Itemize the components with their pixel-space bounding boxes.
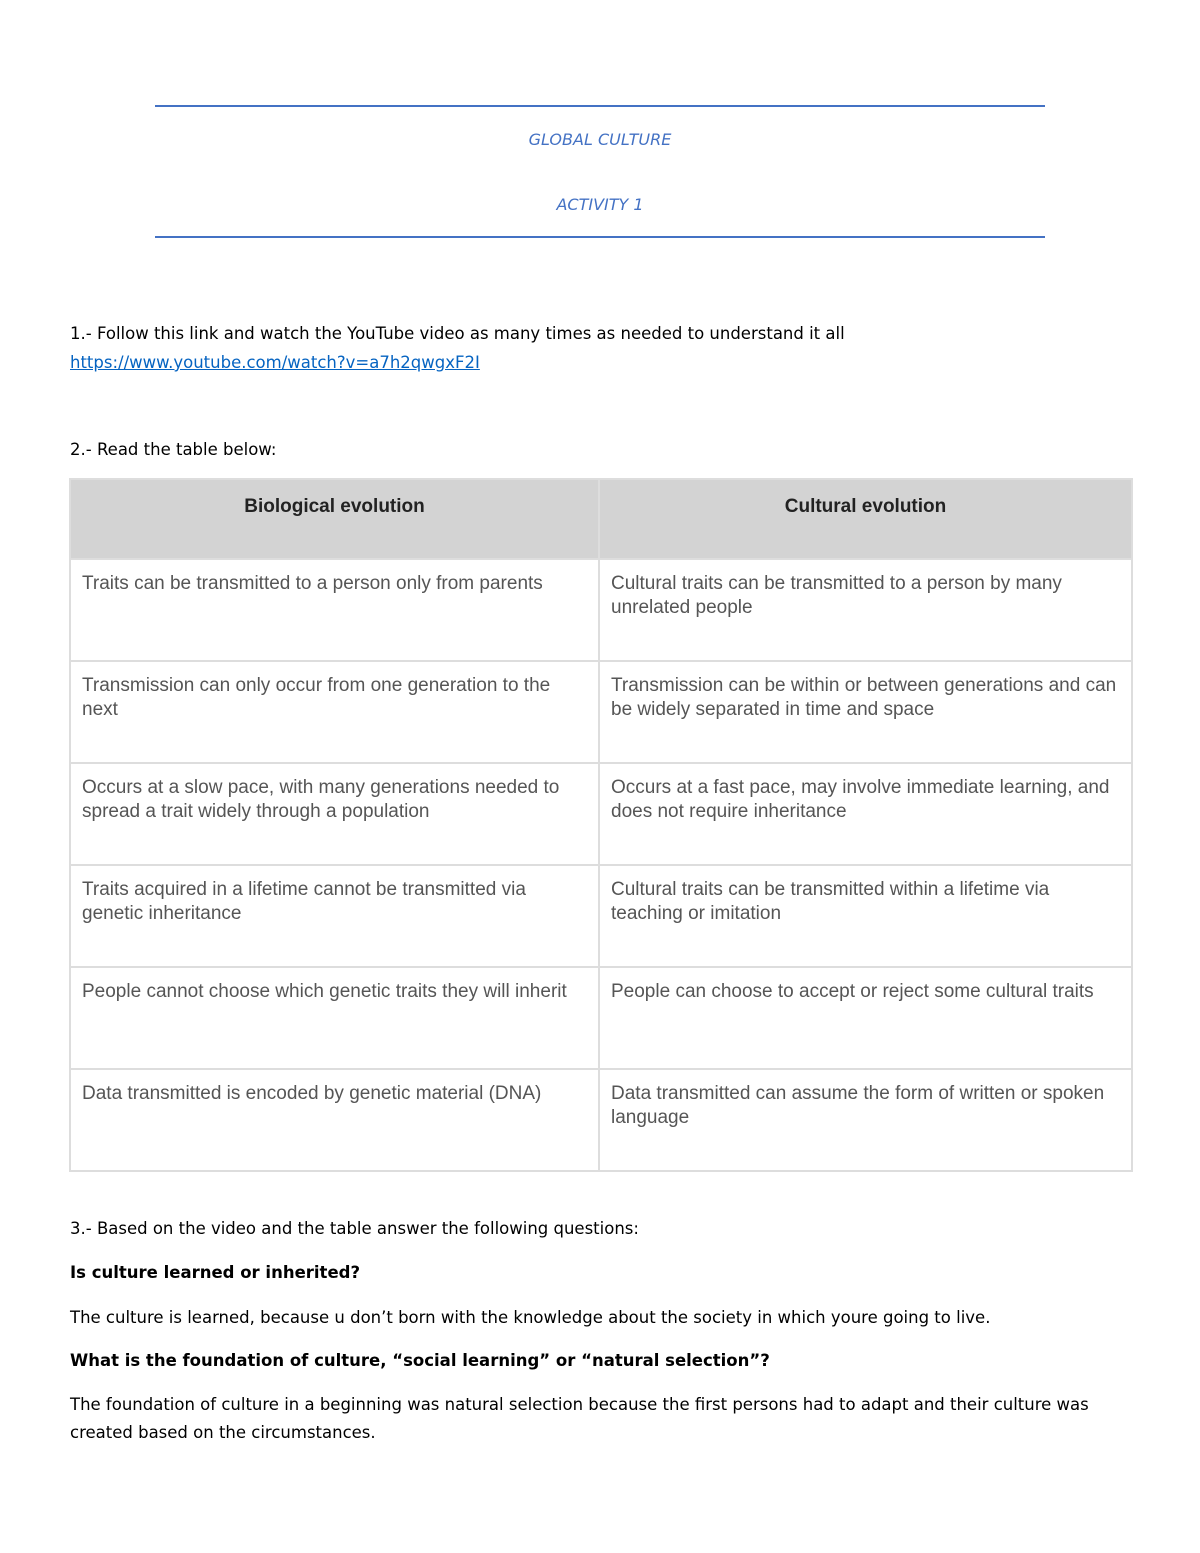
- header-bottom-rule: [155, 236, 1045, 238]
- table-row: [70, 661, 1132, 763]
- table-row: [70, 967, 1132, 1069]
- evolution-table: [69, 478, 1131, 1172]
- table-header-row: [70, 479, 1132, 559]
- activity-title: ACTIVITY 1: [556, 195, 644, 214]
- table-row: [70, 763, 1132, 865]
- biological-cell: People cannot choose which genetic traits they will inherit: [70, 967, 599, 1069]
- cultural-cell: People can choose to accept or reject some cultural traits: [599, 967, 1132, 1069]
- answer-1: The culture is learned, because u don’t born with the knowledge about the society in which youre going to live.: [70, 1308, 991, 1327]
- biological-cell: Transmission can only occur from one generation to the next: [70, 661, 599, 763]
- question-1: Is culture learned or inherited?: [70, 1263, 361, 1282]
- step2-instruction: 2.- Read the table below:: [70, 440, 277, 459]
- header-biological: Biological evolution: [70, 479, 599, 559]
- course-title: GLOBAL CULTURE: [528, 130, 672, 149]
- answer-2: The foundation of culture in a beginning was natural selection because the first persons had to adapt and their culture was created based on the circumstances.: [70, 1395, 1089, 1442]
- cultural-cell: Cultural traits can be transmitted within a lifetime via teaching or imitation: [599, 865, 1132, 967]
- cultural-cell: Occurs at a fast pace, may involve immediate learning, and does not require inheritance: [599, 763, 1132, 865]
- cultural-cell: Cultural traits can be transmitted to a person by many unrelated people: [599, 559, 1132, 661]
- table-row: [70, 559, 1132, 661]
- table-row: [70, 1069, 1132, 1171]
- header-cultural: Cultural evolution: [599, 479, 1132, 559]
- step1-instruction: 1.- Follow this link and watch the YouTube video as many times as needed to understand it all: [70, 324, 845, 343]
- youtube-link[interactable]: https://www.youtube.com/watch?v=a7h2qwgxF2I: [70, 353, 480, 372]
- biological-cell: Data transmitted is encoded by genetic material (DNA): [70, 1069, 599, 1171]
- biological-cell: Traits acquired in a lifetime cannot be transmitted via genetic inheritance: [70, 865, 599, 967]
- step3-instruction: 3.- Based on the video and the table answer the following questions:: [70, 1219, 639, 1238]
- table-row: [70, 865, 1132, 967]
- header-top-rule: [155, 105, 1045, 107]
- biological-cell: Traits can be transmitted to a person only from parents: [70, 559, 599, 661]
- cultural-cell: Transmission can be within or between generations and can be widely separated in time and space: [599, 661, 1132, 763]
- question-2: What is the foundation of culture, “social learning” or “natural selection”?: [70, 1351, 770, 1370]
- cultural-cell: Data transmitted can assume the form of written or spoken language: [599, 1069, 1132, 1171]
- biological-cell: Occurs at a slow pace, with many generations needed to spread a trait widely through a population: [70, 763, 599, 865]
